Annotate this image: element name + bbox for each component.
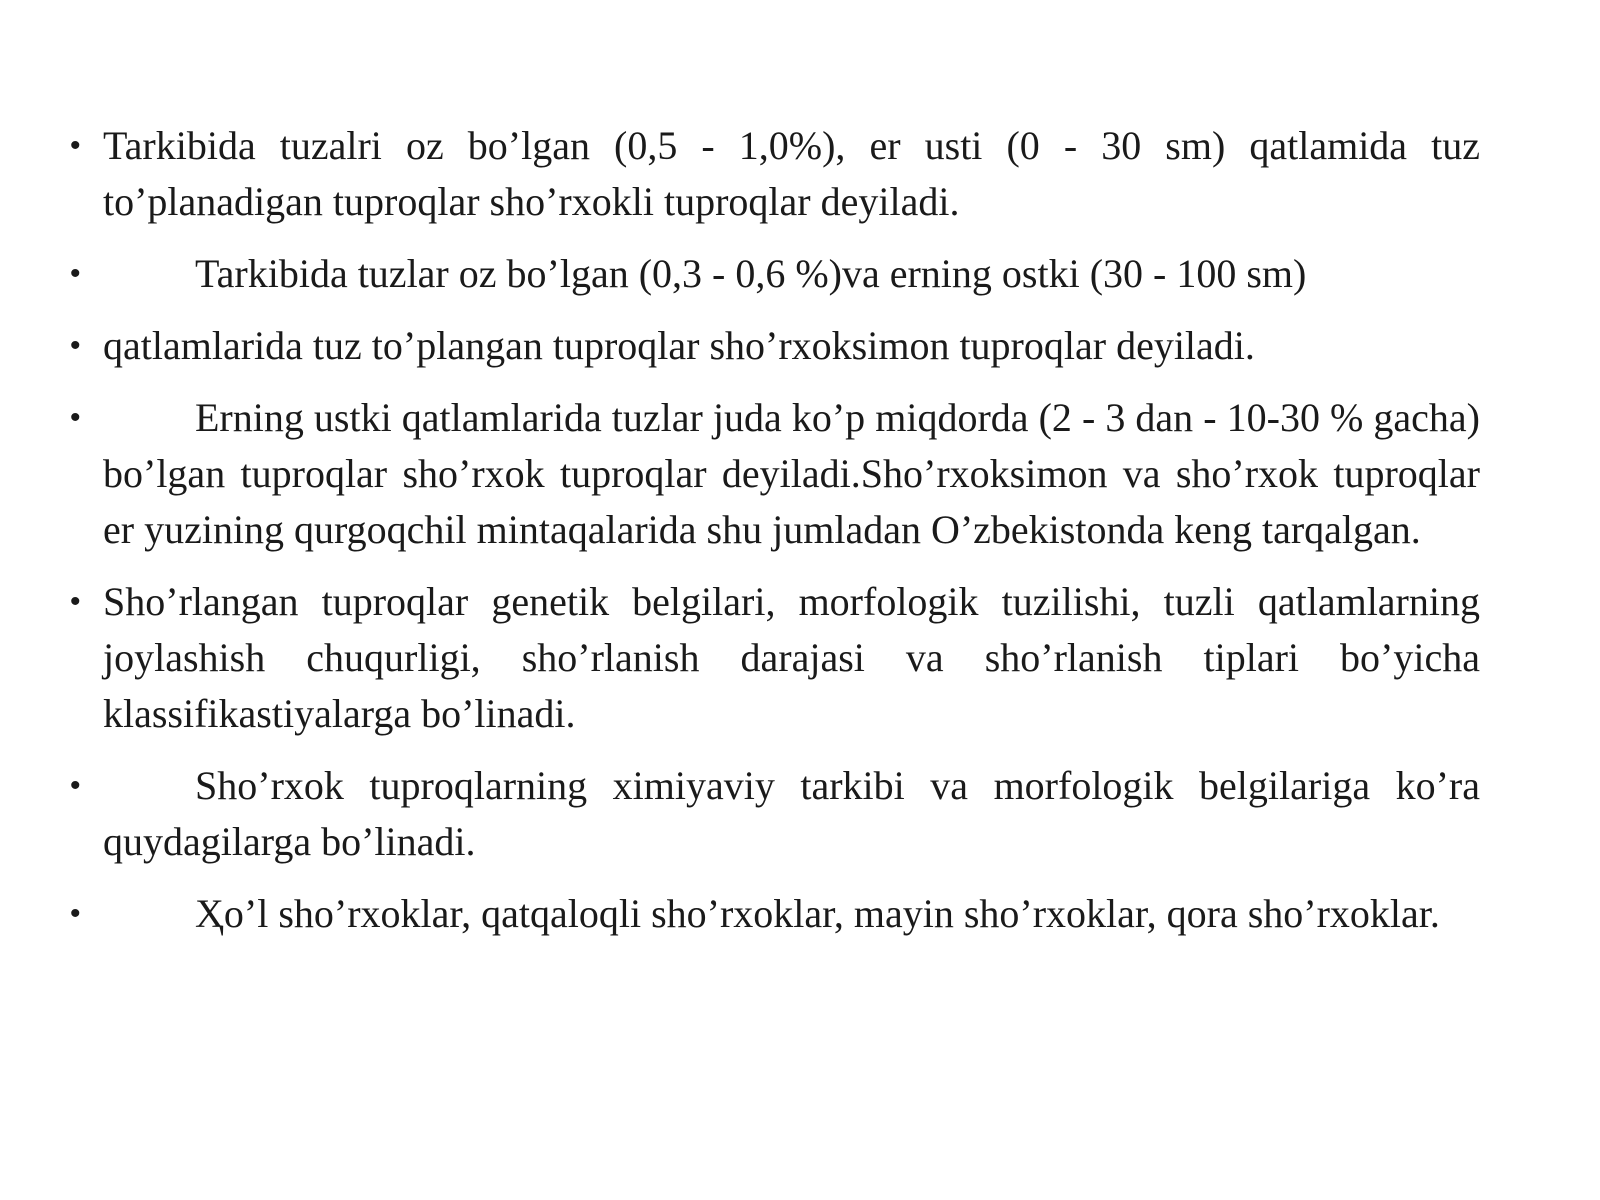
list-item xyxy=(0,758,1600,870)
list-item xyxy=(0,118,1600,230)
list-item xyxy=(0,318,1600,374)
bullet-text: Tarkibida tuzlar oz bo’lgan (0,3 - 0,6 %)va erning ostki (30 - 100 sm) xyxy=(195,251,1307,296)
bullet-dot-icon: • xyxy=(70,585,81,618)
bullet-dot-icon: • xyxy=(70,129,81,162)
bullet-text: Sho’rxok tuproqlarning ximiyaviy tarkibi va morfologik belgilariga ko’ra quydagilarga bo’linadi. xyxy=(103,763,1480,864)
bullet-text: Ҳo’l sho’rxoklar, qatqaloqli sho’rxoklar, mayin sho’rxoklar, qora sho’rxoklar. xyxy=(195,891,1440,936)
list-item xyxy=(0,886,1600,942)
bullet-text: qatlamlarida tuz to’plangan tuproqlar sho’rxoksimon tuproqlar deyiladi. xyxy=(103,323,1255,368)
bullet-list xyxy=(0,118,1600,958)
bullet-text: Erning ustki qatlamlarida tuzlar juda ko’p miqdorda (2 - 3 dan - 10-30 % gacha) bo’lgan tuproqlar sho’rxok tuproqlar deyiladi.Sho’rxoksimon va sho’rxok tuproqlar er yuzining qurgoqchil mintaqalarida shu jumladan O’zbekistonda keng tarqalgan. xyxy=(103,395,1480,552)
bullet-dot-icon: • xyxy=(70,401,81,434)
bullet-text: Sho’rlangan tuproqlar genetik belgilari, morfologik tuzilishi, tuzli qatlamlarning joylashish chuqurligi, sho’rlanish darajasi va sho’rlanish tiplari bo’yicha klassifikastiyalarga bo’linadi. xyxy=(103,579,1480,736)
bullet-dot-icon: • xyxy=(70,257,81,290)
bullet-dot-icon: • xyxy=(70,329,81,362)
list-item xyxy=(0,574,1600,742)
list-item xyxy=(0,390,1600,558)
bullet-dot-icon: • xyxy=(70,769,81,802)
bullet-dot-icon: • xyxy=(70,897,81,930)
bullet-text: Tarkibida tuzalri oz bo’lgan (0,5 - 1,0%), er usti (0 - 30 sm) qatlamida tuz to’planadigan tuproqlar sho’rxokli tuproqlar deyiladi. xyxy=(103,123,1480,224)
list-item xyxy=(0,246,1600,302)
